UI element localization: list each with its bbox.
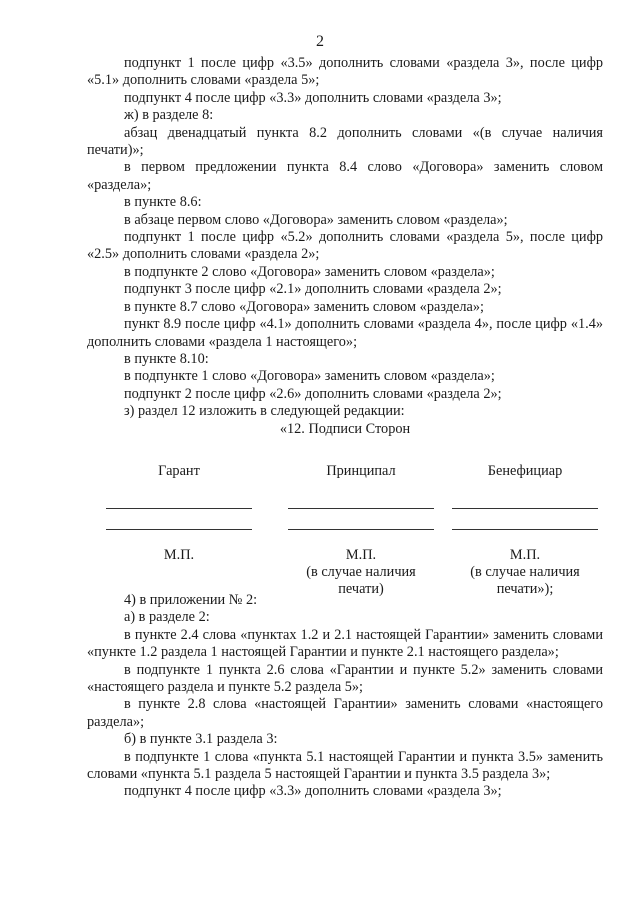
signature-line bbox=[452, 529, 598, 530]
seal-place: М.П. bbox=[163, 547, 195, 563]
signature-line bbox=[452, 508, 598, 509]
seal-note: (в случае наличия печати»); bbox=[470, 564, 580, 597]
paragraph: в пункте 8.7 слово «Договора» заменить словом «раздела»; bbox=[124, 298, 484, 315]
paragraph: в первом предложении пункта 8.4 слово «Договора» заменить словом «раздела»; bbox=[87, 159, 603, 193]
amendments-block-2 bbox=[87, 592, 603, 801]
paragraph: абзац двенадцатый пункта 8.2 дополнить словами «(в случае наличия печати)»; bbox=[87, 124, 603, 159]
paragraph: б) в пункте 3.1 раздела 3: bbox=[124, 731, 278, 748]
paragraph: подпункт 2 после цифр «2.6» дополнить словами «раздела 2»; bbox=[124, 385, 502, 402]
paragraph: в абзаце первом слово «Договора» заменить словом «раздела»; bbox=[124, 211, 508, 228]
paragraph: пункт 8.9 после цифр «4.1» дополнить словами «раздела 4», после цифр «1.4» дополнить словами «раздела 1 настоящего»; bbox=[87, 316, 603, 350]
paragraph: в подпункте 1 слова «пункта 5.1 настоящей Гарантии и пункта 3.5» заменить словами «пункта 5.1 раздела 5 настоящей Гарантии и пункта 3.5 раздела 3»; bbox=[87, 748, 603, 783]
party-role: Бенефициар bbox=[487, 463, 563, 479]
paragraph: в пункте 2.4 слова «пунктах 1.2 и 2.1 настоящей Гарантии» заменить словами «пункте 1.2 раздела 1 настоящей Гарантии и пункте 2.1 настоящего раздела»; bbox=[87, 626, 603, 661]
paragraph: в подпункте 1 пункта 2.6 слова «Гарантии и пункте 5.2» заменить словами «настоящего раздела и пункте 5.2 раздела 5»; bbox=[87, 661, 603, 696]
seal-place: М.П. bbox=[345, 547, 377, 563]
paragraph: подпункт 4 после цифр «3.3» дополнить словами «раздела 3»; bbox=[124, 783, 502, 800]
paragraph: в подпункте 1 слово «Договора» заменить словом «раздела»; bbox=[124, 368, 495, 385]
party-role: Гарант bbox=[158, 463, 200, 479]
signature-line bbox=[288, 529, 434, 530]
signature-column-beneficiary bbox=[450, 462, 600, 598]
paragraph: подпункт 3 после цифр «2.1» дополнить словами «раздела 2»; bbox=[124, 281, 502, 298]
paragraph: в пункте 8.6: bbox=[124, 194, 202, 211]
paragraph: в подпункте 2 слово «Договора» заменить словом «раздела»; bbox=[124, 263, 495, 280]
signature-line bbox=[288, 508, 434, 509]
paragraph: подпункт 1 после цифр «3.5» дополнить словами «раздела 3», после цифр «5.1» дополнить словами «раздела 5»; bbox=[87, 55, 603, 89]
paragraph: в пункте 2.8 слова «настоящей Гарантии» заменить словами «настоящего раздела»; bbox=[87, 696, 603, 730]
signature-line bbox=[106, 508, 252, 509]
amendments-block-1 bbox=[87, 55, 603, 438]
section-title: «12. Подписи Сторон bbox=[279, 420, 411, 437]
paragraph: в пункте 8.10: bbox=[124, 350, 209, 367]
paragraph: подпункт 1 после цифр «5.2» дополнить словами «раздела 5», после цифр «2.5» дополнить словами «раздела 2»; bbox=[87, 229, 603, 263]
paragraph: з) раздел 12 изложить в следующей редакции: bbox=[124, 403, 405, 420]
paragraph: ж) в разделе 8: bbox=[124, 107, 214, 124]
seal-note: (в случае наличия печати) bbox=[306, 564, 416, 597]
page-number: 2 bbox=[316, 33, 324, 50]
paragraph: 4) в приложении № 2: bbox=[124, 592, 258, 608]
seal-place: М.П. bbox=[509, 547, 541, 563]
signature-column-guarantor bbox=[104, 462, 254, 564]
signature-column-principal bbox=[286, 462, 436, 598]
signature-line bbox=[106, 529, 252, 530]
signature-grid bbox=[100, 462, 610, 597]
paragraph: а) в разделе 2: bbox=[124, 609, 210, 626]
paragraph: подпункт 4 после цифр «3.3» дополнить словами «раздела 3»; bbox=[124, 89, 502, 106]
party-role: Принципал bbox=[326, 463, 396, 479]
